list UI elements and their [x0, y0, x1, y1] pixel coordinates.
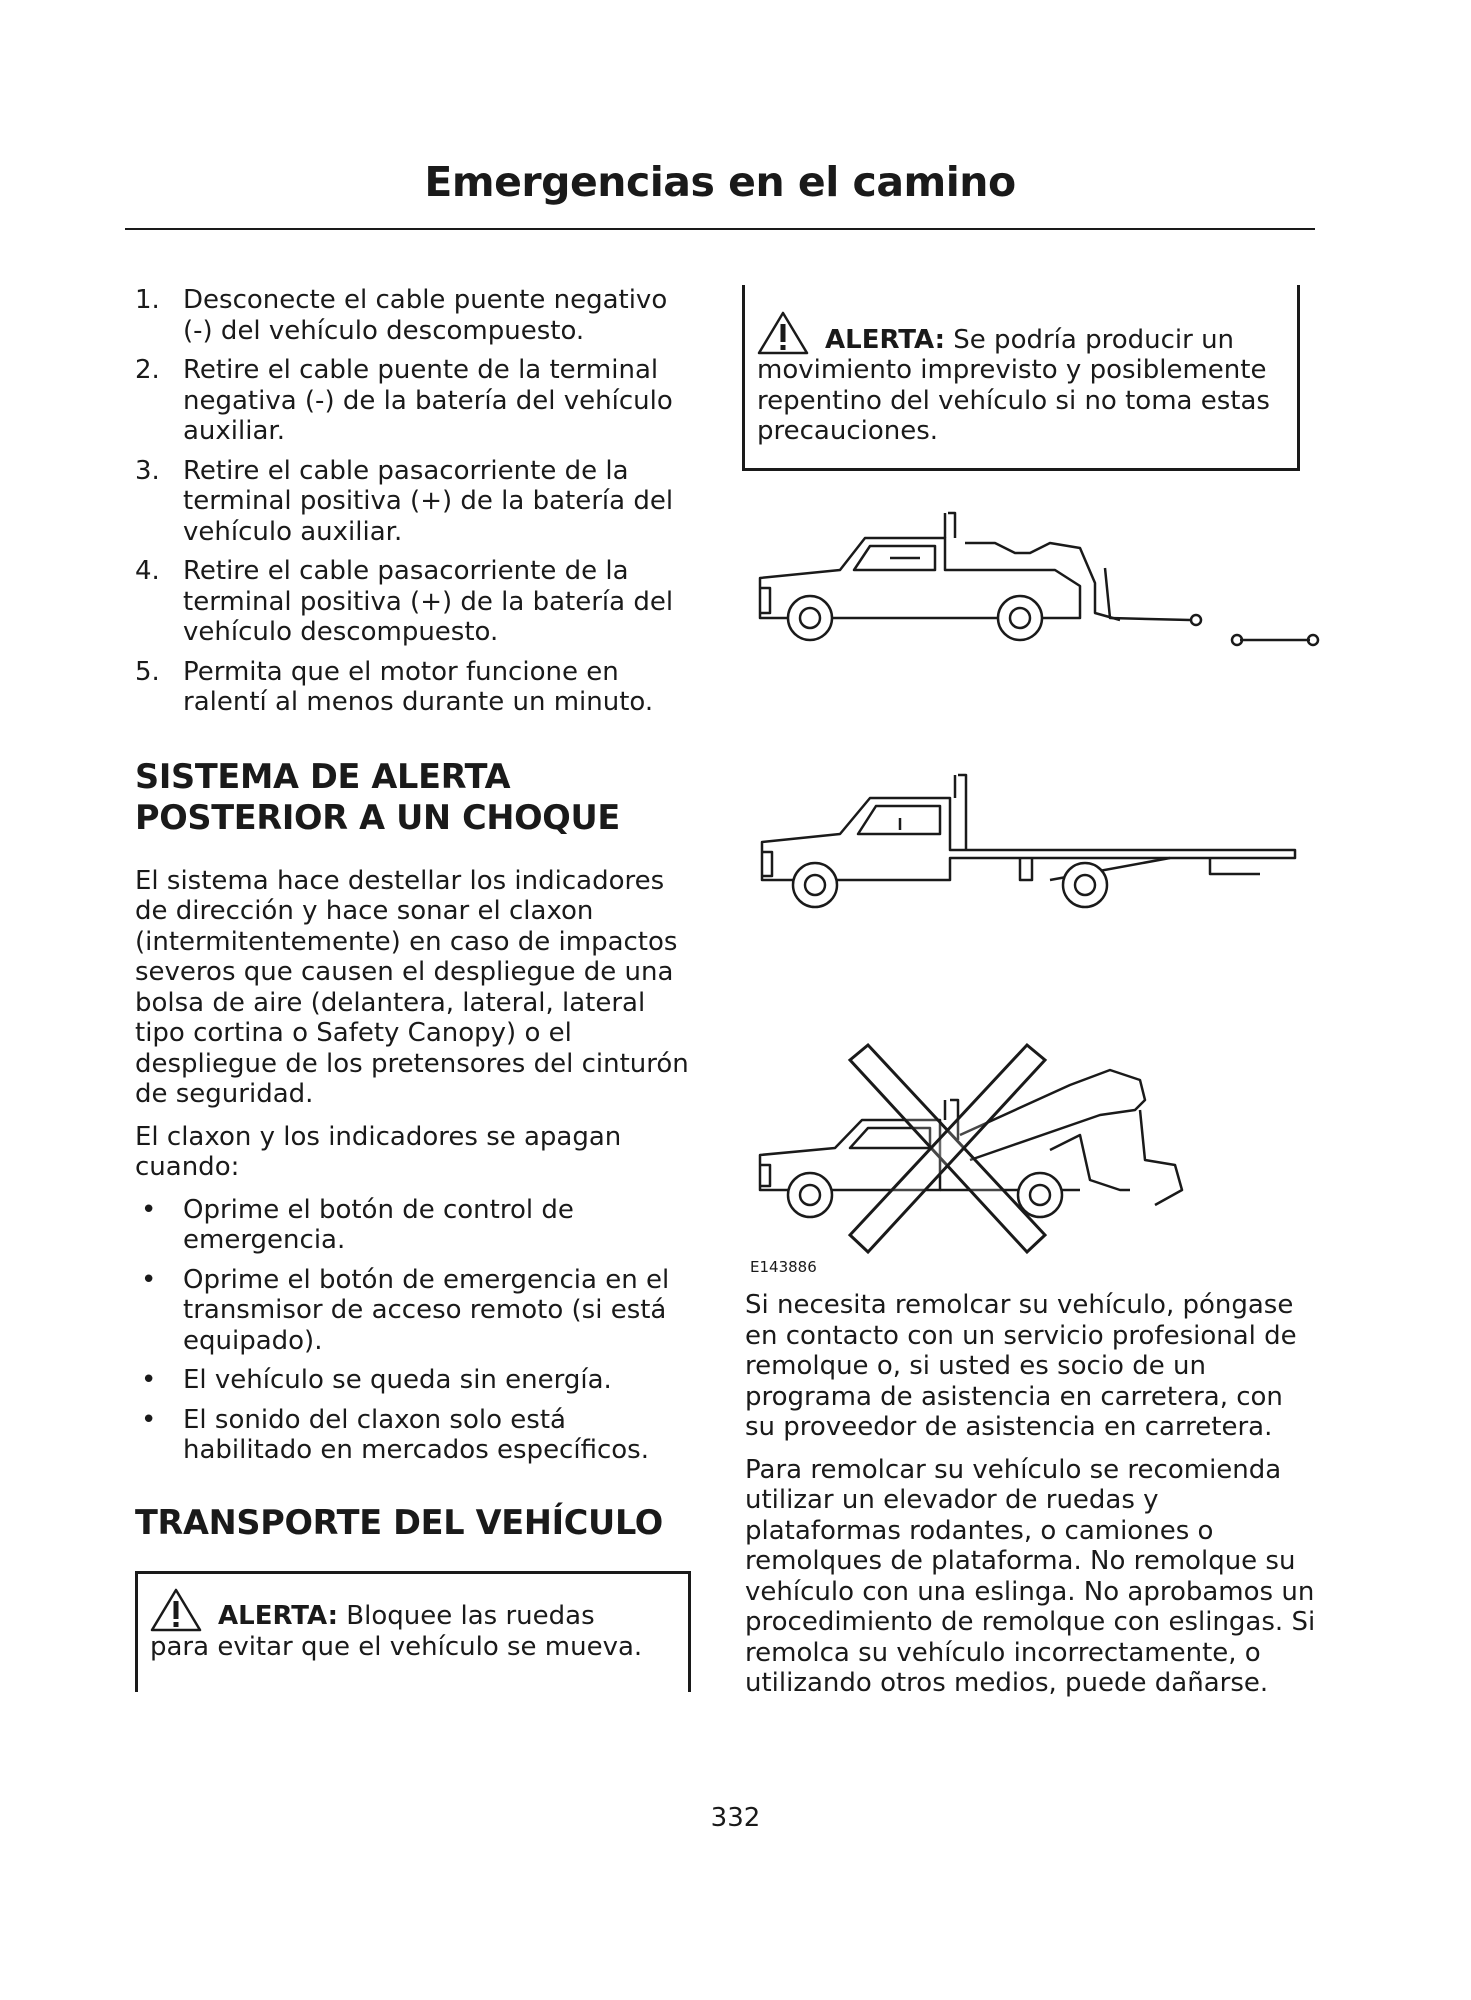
- alert-label: ALERTA:: [218, 1601, 339, 1631]
- towing-info: [745, 1290, 1320, 1699]
- crash-alert-off-conditions: [135, 1195, 695, 1466]
- warning-triangle-icon: [757, 311, 809, 355]
- bullet: •: [141, 1194, 157, 1225]
- step-number: 5.: [135, 656, 160, 687]
- list-item: • Oprime el botón de emergencia en el transmisor de acceso remoto (si está equipado).: [141, 1264, 670, 1356]
- list-item: [135, 285, 695, 346]
- alert-text-first: Bloquee las ruedas: [346, 1601, 595, 1631]
- page-number: 332: [710, 1803, 761, 1833]
- bullet: •: [141, 1404, 157, 1435]
- list-item: [135, 456, 695, 548]
- list-item: [135, 657, 695, 718]
- transport-heading: TRANSPORTE DEL VEHÍCULO: [135, 1502, 663, 1542]
- list-item: • El vehículo se queda sin energía.: [141, 1365, 612, 1395]
- sling-tow-truck-not-allowed-illustration: [750, 1040, 1320, 1260]
- left-column: [135, 285, 695, 1692]
- bullet: •: [141, 1365, 157, 1395]
- towing-method-paragraph: Para remolcar su vehículo se recomienda utilizar un elevador de ruedas y plataformas rodantes, o camiones o remolques de plataforma. No remolque su vehículo con una eslinga. No aprobamos un procedimiento de remolque con eslingas. Si remolca su vehículo incorrectamente, o utilizando otros medios, puede dañarse.: [745, 1454, 1316, 1698]
- wheel-lift-tow-truck-illustration: [750, 508, 1320, 658]
- wheel-block-alert: [135, 1571, 691, 1692]
- warning-triangle-icon: [150, 1588, 202, 1632]
- crash-alert-off-intro: El claxon y los indicadores se apagan cuando:: [135, 1121, 622, 1182]
- step-text: Retire el cable pasacorriente de la terminal positiva (+) de la batería del vehículo descompuesto.: [183, 556, 674, 647]
- flatbed-truck-illustration: [750, 770, 1310, 930]
- alert-text-rest: movimiento imprevisto y posiblemente repentino del vehículo si no toma estas precauciones.: [757, 355, 1270, 446]
- step-text: Desconecte el cable puente negativo (-) del vehículo descompuesto.: [183, 285, 668, 346]
- towing-alert: ALERTA: Se podría producir un movimiento imprevisto y posiblemente repentino del vehículo si no toma estas precauciones.: [742, 285, 1300, 471]
- step-number: 3.: [135, 455, 160, 486]
- title-divider: [125, 228, 1315, 230]
- disconnect-steps-list: [135, 285, 695, 718]
- figure-code: E143886: [750, 1258, 817, 1276]
- bullet: •: [141, 1264, 157, 1295]
- list-item: • El sonido del claxon solo está habilitado en mercados específicos.: [141, 1404, 649, 1465]
- right-column: [745, 285, 1315, 471]
- step-number: 4.: [135, 556, 160, 586]
- list-item: [135, 355, 695, 447]
- crash-alert-description: El sistema hace destellar los indicadores de dirección y hace sonar el claxon (intermitentemente) en caso de impactos severos que causen el despliegue de una bolsa de aire (delantera, lateral, lateral tipo cortina o Safety Canopy) o el despliegue de los pretensores del cinturón de seguridad.: [135, 865, 689, 1109]
- list-item: • Oprime el botón de control de emergencia.: [141, 1194, 574, 1255]
- page-title: Emergencias en el camino: [424, 158, 1016, 206]
- step-text: Permita que el motor funcione en ralentí al menos durante un minuto.: [183, 656, 654, 717]
- step-number: 2.: [135, 355, 160, 385]
- alert-text-rest: para evitar que el vehículo se mueva.: [150, 1631, 643, 1662]
- list-item: [135, 556, 695, 648]
- towing-service-paragraph: Si necesita remolcar su vehículo, póngase en contacto con un servicio profesional de remolque o, si usted es socio de un programa de asistencia en carretera, con su proveedor de asistencia en carretera.: [745, 1290, 1297, 1442]
- step-text: Retire el cable pasacorriente de la terminal positiva (+) de la batería del vehículo auxiliar.: [183, 455, 674, 547]
- step-text: Retire el cable puente de la terminal negativa (-) de la batería del vehículo auxiliar.: [183, 355, 673, 446]
- crash-alert-heading: SISTEMA DE ALERTA POSTERIOR A UN CHOQUE: [135, 756, 620, 837]
- alert-label: ALERTA:: [825, 324, 946, 355]
- step-number: 1.: [135, 285, 160, 315]
